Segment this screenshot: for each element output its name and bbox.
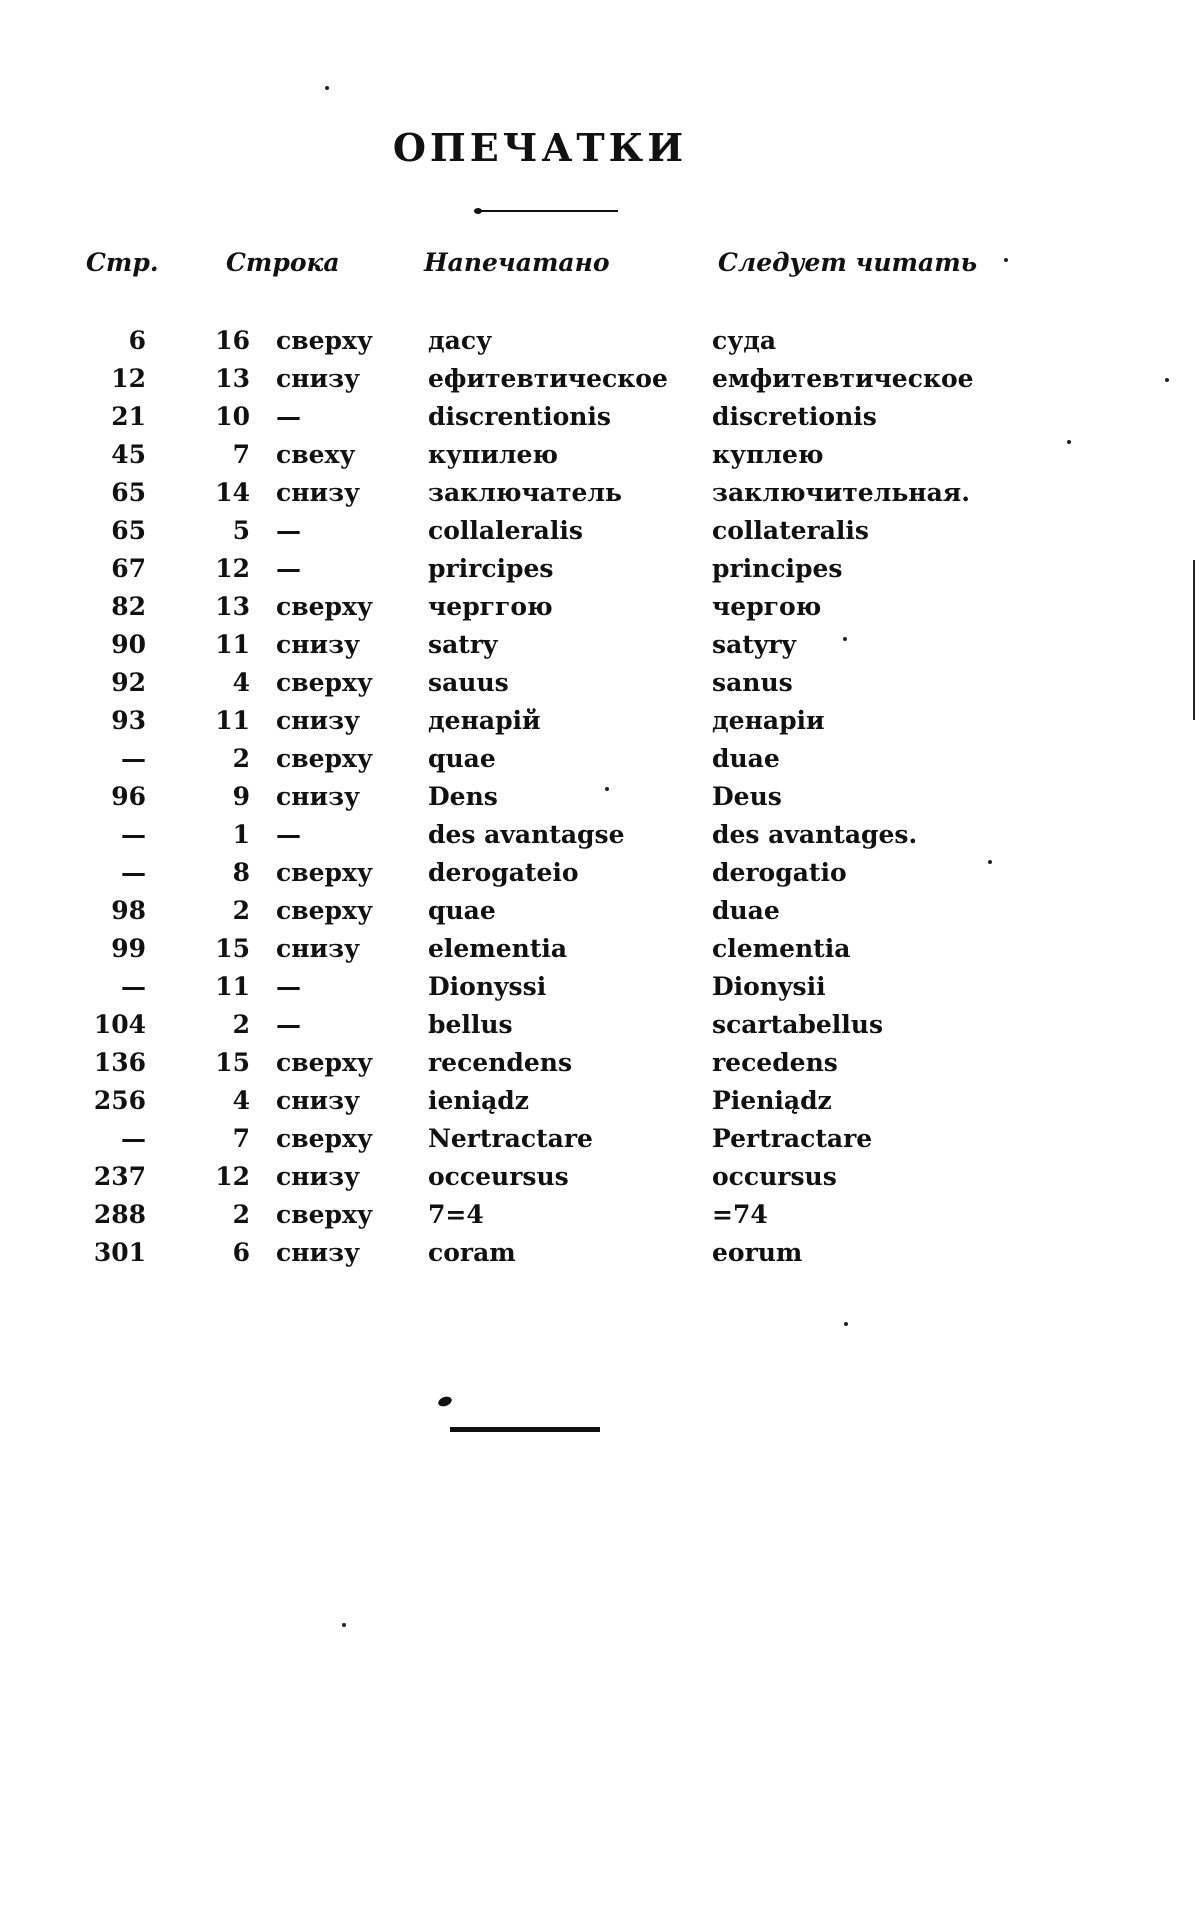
table-row (0, 816, 1200, 854)
table-row (0, 892, 1200, 930)
cell-line-number: 15 (215, 934, 250, 963)
cell-line-number: 2 (232, 896, 250, 925)
cell-direction: сверху (276, 1048, 373, 1077)
table-row (0, 1120, 1200, 1158)
cell-should-read: recedens (712, 1048, 838, 1077)
cell-printed: derogateio (428, 858, 579, 887)
cell-line-number: 16 (215, 326, 250, 355)
cell-printed: черггою (428, 592, 553, 621)
cell-should-read: principes (712, 554, 843, 583)
cell-printed: recendens (428, 1048, 573, 1077)
cell-line-number: 8 (232, 858, 250, 887)
ink-speck (1067, 440, 1071, 444)
table-row (0, 398, 1200, 436)
table-row (0, 1082, 1200, 1120)
cell-direction: снизу (276, 1086, 361, 1115)
page-title: ОПЕЧАТКИ (392, 125, 688, 170)
cell-page: 256 (93, 1086, 146, 1115)
cell-printed: elementia (428, 934, 568, 963)
cell-direction: сверху (276, 744, 373, 773)
table-row (0, 854, 1200, 892)
table-row (0, 436, 1200, 474)
cell-line-number: 5 (232, 516, 250, 545)
cell-line-number: 6 (232, 1238, 250, 1267)
cell-should-read: duae (712, 744, 780, 773)
cell-printed: coram (428, 1238, 516, 1267)
cell-printed: occeursus (428, 1162, 569, 1191)
cell-should-read: des avantages. (712, 820, 918, 849)
cell-direction: снизу (276, 630, 361, 659)
cell-should-read: суда (712, 326, 777, 355)
cell-page: 12 (111, 364, 146, 393)
cell-should-read: discretionis (712, 402, 877, 431)
cell-line-number: 2 (232, 1200, 250, 1229)
cell-page: — (121, 1124, 146, 1153)
cell-direction: — (276, 1010, 301, 1039)
cell-direction: сверху (276, 896, 373, 925)
cell-printed: sauus (428, 668, 509, 697)
cell-direction: сверху (276, 668, 373, 697)
table-row (0, 930, 1200, 968)
cell-printed: купилею (428, 440, 559, 469)
cell-should-read: Pertractare (712, 1124, 873, 1153)
cell-line-number: 13 (215, 364, 250, 393)
cell-direction: снизу (276, 782, 361, 811)
cell-should-read: Deus (712, 782, 782, 811)
cell-line-number: 11 (215, 630, 250, 659)
cell-line-number: 15 (215, 1048, 250, 1077)
cell-should-read: occursus (712, 1162, 837, 1191)
cell-line-number: 2 (232, 1010, 250, 1039)
cell-page: 65 (111, 478, 146, 507)
cell-page: 98 (111, 896, 146, 925)
cell-should-read: eorum (712, 1238, 803, 1267)
cell-line-number: 9 (232, 782, 250, 811)
cell-should-read: куплею (712, 440, 824, 469)
ink-speck (325, 86, 329, 90)
cell-direction: — (276, 972, 301, 1001)
header-page: Стр. (86, 248, 159, 277)
cell-line-number: 13 (215, 592, 250, 621)
cell-printed: денарій (428, 706, 541, 735)
ink-speck (843, 637, 847, 641)
cell-direction: — (276, 402, 301, 431)
cell-page: 301 (93, 1238, 146, 1267)
cell-printed: satry (428, 630, 498, 659)
cell-direction: снизу (276, 706, 361, 735)
cell-direction: свеху (276, 440, 356, 469)
cell-printed: Nertractare (428, 1124, 593, 1153)
cell-page: 65 (111, 516, 146, 545)
cell-line-number: 12 (215, 554, 250, 583)
table-row (0, 588, 1200, 626)
cell-line-number: 11 (215, 972, 250, 1001)
table-row (0, 664, 1200, 702)
cell-line-number: 7 (232, 440, 250, 469)
cell-should-read: денаріи (712, 706, 825, 735)
cell-printed: Dens (428, 782, 498, 811)
cell-page: 67 (111, 554, 146, 583)
table-row (0, 778, 1200, 816)
cell-line-number: 10 (215, 402, 250, 431)
cell-printed: bellus (428, 1010, 513, 1039)
cell-direction: снизу (276, 1162, 361, 1191)
cell-direction: — (276, 516, 301, 545)
ink-speck (988, 860, 992, 864)
cell-line-number: 4 (232, 668, 250, 697)
table-row (0, 1158, 1200, 1196)
errata-table (0, 322, 1200, 1272)
cell-should-read: чергою (712, 592, 822, 621)
table-row (0, 702, 1200, 740)
cell-page: 136 (93, 1048, 146, 1077)
page-edge-mark (1193, 560, 1195, 720)
cell-printed: collaleralis (428, 516, 583, 545)
title-divider (478, 210, 618, 212)
cell-line-number: 4 (232, 1086, 250, 1115)
cell-direction: сверху (276, 326, 373, 355)
cell-page: 99 (111, 934, 146, 963)
cell-page: 45 (111, 440, 146, 469)
cell-page: 92 (111, 668, 146, 697)
ink-speck (342, 1623, 346, 1627)
cell-direction: — (276, 820, 301, 849)
header-printed: Напечатано (424, 248, 610, 277)
ink-speck (605, 787, 609, 791)
cell-should-read: clementia (712, 934, 851, 963)
ink-speck (844, 1322, 848, 1326)
cell-page: 288 (93, 1200, 146, 1229)
cell-printed: des avantagse (428, 820, 625, 849)
cell-should-read: scartabellus (712, 1010, 884, 1039)
cell-printed: Dionyssi (428, 972, 547, 1001)
cell-direction: снизу (276, 1238, 361, 1267)
cell-direction: снизу (276, 364, 361, 393)
table-row (0, 1044, 1200, 1082)
cell-should-read: заключительная. (712, 478, 970, 507)
cell-page: — (121, 972, 146, 1001)
ink-speck (1004, 258, 1008, 262)
cell-printed: 7=4 (428, 1200, 484, 1229)
cell-direction: сверху (276, 858, 373, 887)
cell-printed: ефитевтическое (428, 364, 668, 393)
table-row (0, 740, 1200, 778)
cell-page: — (121, 744, 146, 773)
cell-line-number: 11 (215, 706, 250, 735)
cell-should-read: =74 (712, 1200, 768, 1229)
cell-page: 96 (111, 782, 146, 811)
cell-printed: quae (428, 744, 496, 773)
header-line: Строка (226, 248, 340, 277)
cell-page: 237 (93, 1162, 146, 1191)
cell-should-read: Dionysii (712, 972, 826, 1001)
cell-line-number: 14 (215, 478, 250, 507)
table-row (0, 360, 1200, 398)
cell-printed: discrentionis (428, 402, 611, 431)
table-row (0, 1234, 1200, 1272)
cell-page: 6 (128, 326, 146, 355)
cell-should-read: sanus (712, 668, 793, 697)
cell-should-read: емфитевтическое (712, 364, 974, 393)
cell-page: 82 (111, 592, 146, 621)
table-row (0, 550, 1200, 588)
cell-printed: дасу (428, 326, 493, 355)
cell-direction: сверху (276, 592, 373, 621)
cell-printed: заключатель (428, 478, 622, 507)
table-row (0, 1006, 1200, 1044)
cell-line-number: 2 (232, 744, 250, 773)
cell-direction: сверху (276, 1200, 373, 1229)
table-row (0, 968, 1200, 1006)
table-row (0, 626, 1200, 664)
table-row (0, 474, 1200, 512)
cell-direction: снизу (276, 934, 361, 963)
cell-line-number: 1 (232, 820, 250, 849)
cell-line-number: 7 (232, 1124, 250, 1153)
header-read: Следует читать (718, 248, 978, 277)
cell-direction: — (276, 554, 301, 583)
cell-should-read: duae (712, 896, 780, 925)
cell-page: — (121, 820, 146, 849)
cell-line-number: 12 (215, 1162, 250, 1191)
cell-printed: ieniądz (428, 1086, 529, 1115)
ink-speck (1165, 378, 1169, 382)
cell-should-read: collateralis (712, 516, 869, 545)
cell-page: 21 (111, 402, 146, 431)
cell-page: 93 (111, 706, 146, 735)
table-row (0, 1196, 1200, 1234)
cell-printed: quae (428, 896, 496, 925)
cell-page: — (121, 858, 146, 887)
cell-page: 90 (111, 630, 146, 659)
cell-should-read: Pieniądz (712, 1086, 832, 1115)
bottom-divider (450, 1427, 600, 1432)
cell-direction: снизу (276, 478, 361, 507)
cell-should-read: satyry (712, 630, 797, 659)
cell-should-read: derogatio (712, 858, 847, 887)
cell-direction: сверху (276, 1124, 373, 1153)
table-row (0, 322, 1200, 360)
cell-printed: prircipes (428, 554, 554, 583)
cell-page: 104 (93, 1010, 146, 1039)
table-row (0, 512, 1200, 550)
